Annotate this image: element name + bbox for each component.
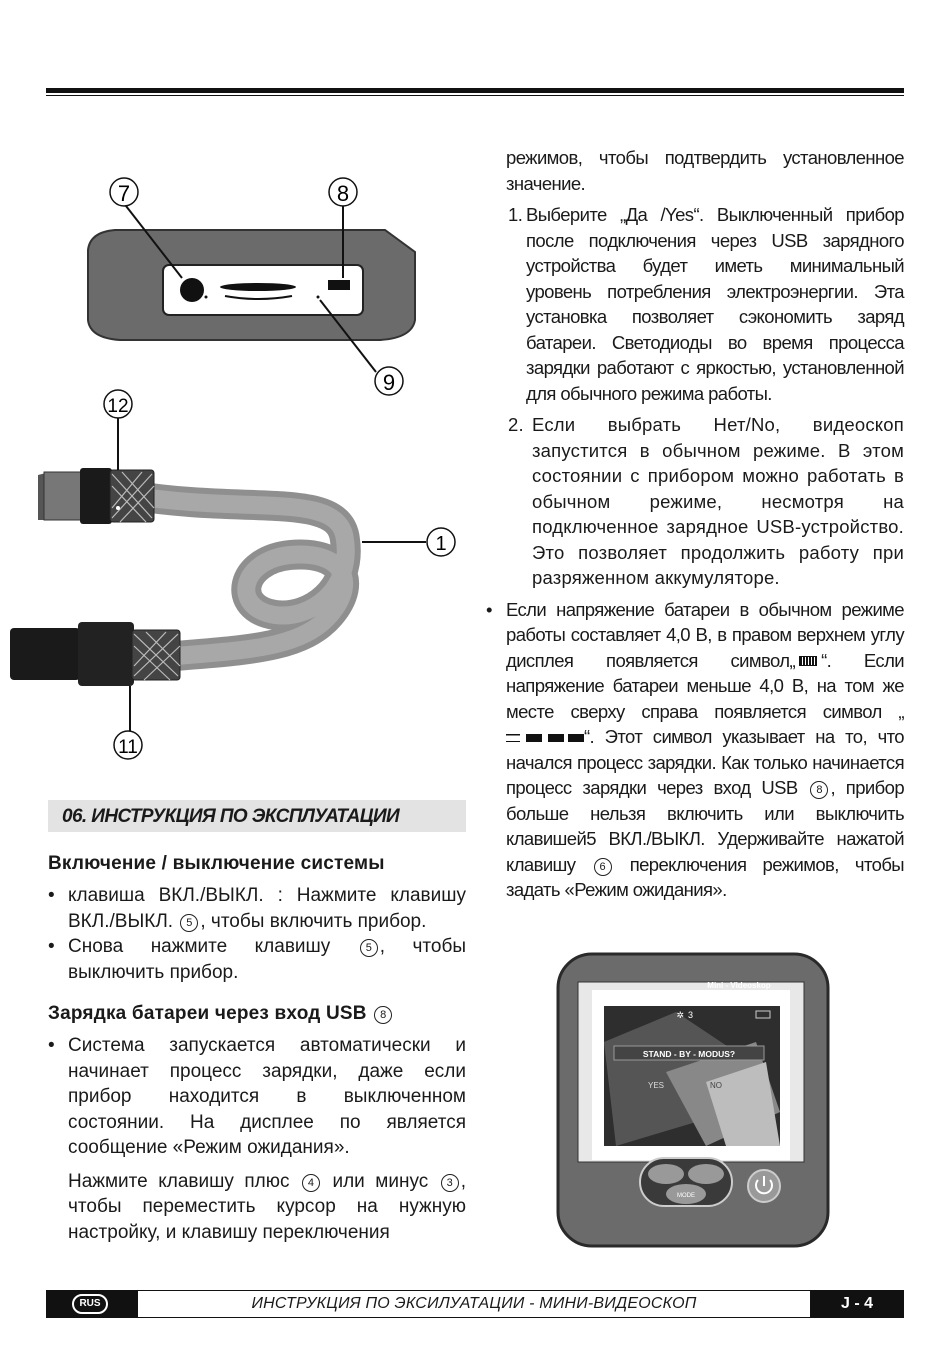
ref-6: 6 [594, 858, 612, 876]
bullet-text: клавиша ВКЛ./ВЫКЛ. : Нажмите клавишу ВКЛ./ВЫКЛ. [68, 885, 466, 932]
para-text: или минус [332, 1170, 429, 1192]
callout-12-label: 12 [107, 396, 129, 417]
footer-left-block [46, 1290, 138, 1318]
list-item [486, 597, 904, 903]
bullet-text: “. Если напряжение батареи меньше 4,0 В, на том же месте сверху справа появляется символ „ [506, 649, 904, 722]
mode-label: MODE [677, 1193, 695, 1199]
usb-section [48, 1003, 466, 1245]
usb-paragraph [48, 1169, 466, 1246]
minus-button [648, 1164, 684, 1184]
section-title-bar [48, 800, 466, 832]
callout-9-label: 9 [382, 370, 396, 395]
brightness-value: 3 [688, 1010, 694, 1020]
usb-heading [48, 1003, 466, 1025]
list-item [508, 202, 904, 406]
list-text: Выберите „Да /Yes“. Выключенный прибор после подключения через USB зарядного устройства будет иметь минимальный уровень потребления электроэнергии. Эта установка позволяет сэкономить заряд батареи. Светодиоды во время процесса зарядки работают с яркостью, установленной для обычного режима работы. [526, 204, 904, 404]
usb-heading-text: Зарядка батареи через вход USB [48, 1003, 367, 1024]
header-rule-thin [46, 95, 904, 96]
power-section [48, 853, 466, 985]
standby-prompt: STAND - BY - MODUS? [642, 1049, 736, 1059]
list-item [48, 883, 466, 934]
ref-4: 4 [302, 1174, 320, 1192]
battery-charging-icon [506, 734, 584, 742]
ref-5: 5 [180, 914, 198, 932]
brand-label: Mini - Videoskop [707, 981, 771, 990]
plus-button [688, 1164, 724, 1184]
usb-list [48, 1033, 466, 1161]
right-intro: режимов, чтобы подтвердить установленное значение. [506, 147, 904, 194]
ref-8: 8 [810, 781, 828, 799]
device-figure [0, 160, 480, 800]
no-option: NO [710, 1081, 722, 1090]
list-item [48, 1033, 466, 1161]
bullet-text: переключения режимов, чтобы задать «Режим ожидания». [506, 853, 905, 900]
ref-3: 3 [441, 1174, 459, 1192]
header-rule [46, 88, 904, 93]
list-item [508, 412, 904, 591]
bullet-text: , чтобы выключить прибор. [68, 936, 466, 983]
page-number: J - 4 [810, 1290, 904, 1318]
callout-11-label: 11 [118, 737, 138, 758]
list-text: Если выбрать Нет/No, видеоскоп запустится в обычном режиме. В этом состоянии с прибором можно работать в обычном режиме, несмотря на подключенное зарядное USB-устройство. Это позволяет продолжить работу при разряженном аккумуляторе. [532, 414, 904, 588]
footer [46, 1290, 904, 1318]
brightness-icon: ✲ [676, 1010, 684, 1020]
section-title: 06. ИНСТРУКЦИЯ ПО ЭКСПЛУАТАЦИИ [62, 806, 400, 827]
callout-7-label: 7 [117, 181, 131, 206]
battery-full-icon [799, 656, 817, 666]
power-heading: Включение / выключение системы [48, 853, 385, 874]
footer-title: ИНСТРУКЦИЯ ПО ЭКСИЛУАТАЦИИ - МИНИ-ВИДЕОСКОП [251, 1295, 697, 1312]
bullet-text: Снова нажмите клавишу [68, 936, 331, 957]
callout-8-label: 8 [336, 181, 350, 206]
device-front-figure [556, 952, 830, 1248]
bullet-text: , чтобы включить прибор. [200, 910, 427, 932]
yes-option: YES [647, 1081, 665, 1090]
choice-list [508, 202, 904, 591]
list-number: 2. [508, 414, 524, 435]
callout-1-label: 1 [435, 533, 447, 555]
right-column [506, 145, 904, 903]
bullet-text: Система запускается автоматически и начинает процесс зарядки, даже если прибор находится в выключенном состоянии. На дисплее по является сообщение «Режим ожидания». [68, 1035, 466, 1158]
ref-5: 5 [360, 939, 378, 957]
footer-title-box [138, 1290, 810, 1318]
para-text: , чтобы переместить курсор на нужную настройку, и клавишу переключения [68, 1170, 467, 1243]
bullet-text: Если напряжение батареи в обычном режиме работы составляет 4,0 В, в правом верхнем углу дисплея появляется символ„ [506, 598, 904, 671]
list-number: 1. [508, 204, 523, 225]
power-list [48, 883, 466, 985]
battery-bullet [486, 597, 904, 903]
list-item [48, 934, 466, 985]
ref-8: 8 [374, 1006, 392, 1024]
bullet-text: “. Этот символ указывает на то, что начался процесс зарядки. Как только начинается процесс зарядки через вход USB [506, 726, 904, 798]
bullet-text: , прибор больше нельзя включить или выключить клавишей5 ВКЛ./ВЫКЛ. Удерживайте нажатой клавишу [506, 777, 905, 875]
language-badge: RUS [72, 1294, 108, 1314]
para-text: Нажмите клавишу плюс [68, 1170, 290, 1192]
